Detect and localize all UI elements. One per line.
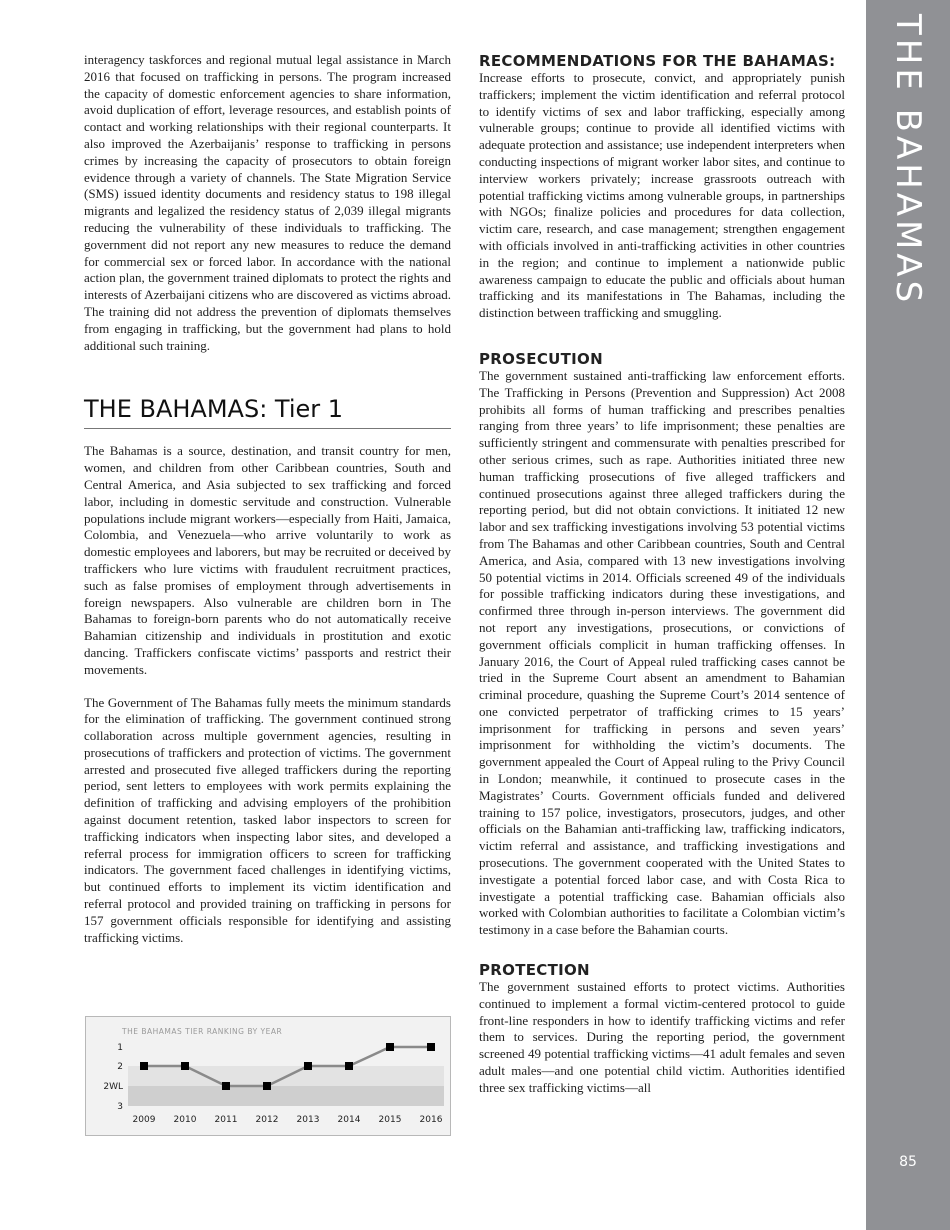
x-tick-label: 2013 [296, 1115, 320, 1125]
data-point [304, 1062, 312, 1070]
intro-paragraph: interagency taskforces and regional mutual legal assistance in March 2016 that focused on trafficking in persons. The program increased the capacity of domestic enforcement agencies to share information, avoid duplication of effort, leverage resources, and establish points of contact and working relationships with their regional counterparts. It also improved the Azerbaijanis’ response to trafficking in persons crimes by increasing the capacity of prosecutors to obtain foreign evidence through a variety of channels. The State Migration Service (SMS) issued identity documents and residency status to 198 illegal migrants and legalized the residency status of 2,039 illegal migrants reducing the vulnerability of these individuals to trafficking. The government did not report any new measures to reduce the demand for commercial sex or forced labor. In accordance with the national action plan, the government trained diplomats to protect the rights and interests of Azerbaijani citizens who are discovered as victims abroad. The training did not address the prevention of diplomats themselves from engaging in trafficking, but the government had plans to hold additional such training. [84, 52, 451, 353]
protection-heading: PROTECTION [479, 961, 590, 980]
recommendations-paragraph: Increase efforts to prosecute, convict, and appropriately punish traffickers; implement the victim identification and referral protocol to identify victims of sex and labor trafficking, especially among vulnerable groups; continue to provide all identified victims with adequate protection and assistance; use independent interpreters when conducting inspections of migrant worker labor sites, and continue to interview workers privately; increase grassroots outreach with potential trafficking victims among vulnerable groups, in partnerships with NGOs; finalize policies and procedures for data collection, victim care, research, and case management; strengthen engagement with officials involved in anti-trafficking activities in other countries in the region; and continue to implement a nationwide public awareness campaign to educate the public and officials about human trafficking and its manifestations in The Bahamas, including the distinction between trafficking and smuggling. [479, 70, 845, 321]
y-tick-label: 2 [117, 1062, 123, 1072]
data-point [345, 1062, 353, 1070]
chart-title: THE BAHAMAS TIER RANKING BY YEAR [122, 1027, 283, 1036]
x-tick-label: 2012 [255, 1115, 279, 1125]
data-point [386, 1043, 394, 1051]
page-number: 85 [899, 1154, 917, 1170]
left-column [84, 52, 451, 946]
tier-band [128, 1086, 444, 1106]
x-tick-label: 2009 [132, 1115, 156, 1125]
y-tick-label: 3 [117, 1102, 123, 1112]
tier-band [128, 1047, 444, 1066]
data-point [181, 1062, 189, 1070]
prosecution-heading: PROSECUTION [479, 349, 603, 368]
prosecution-paragraph: The government sustained anti-trafficking law enforcement efforts. The Trafficking in Persons (Prevention and Suppression) Act 2008 prohibits all forms of human trafficking and prescribes penalties ranging from three years’ to life imprisonment; these penalties are sufficiently stringent and commensurate with penalties prescribed for other serious crimes, such as rape. Authorities initiated three new human trafficking prosecutions of five alleged traffickers and continued prosecutions against three alleged traffickers during the reporting period, but did not obtain convictions. It initiated 12 new labor and sex trafficking investigations involving 53 potential victims from The Bahamas and other Caribbean countries, South and Central America, and Asia, compared with 13 new investigations involving 50 potential victims in 2014. Officials screened 49 of the individuals for possible trafficking indicators during these investigations, and confirmed three through in-person interviews. The government did not report any investigations, prosecutions, or convictions of government officials complicit in human trafficking offenses. In January 2016, the Court of Appeal ruled trafficking cases cannot be tried in the Supreme Court absent an amendment to Bahamian criminal procedure, quashing the Supreme Court’s 2014 sentence of one convicted perpetrator of trafficking crimes to 15 years’ imprisonment for trafficking in persons and seven years’ imprisonment for withholding the victim’s documents. The government appealed the Court of Appeal ruling to the Privy Council in London; meanwhile, it continued to prosecute cases in the Magistrates’ Courts. Government officials funded and delivered training to 157 police, investigators, prosecutors, judges, and other officials on the Bahamian anti-trafficking law, trafficking indicators, victim referral and assistance, and trafficking investigations and prosecutions. The government cooperated with the United States to investigate a potential forced labor case, and with Costa Rica to investigate a potential trafficking case. Bahamian officials also worked with Colombian authorities to facilitate a Colombian victim’s testimony in a case before the Bahamian courts. [479, 367, 845, 938]
tier-heading: THE BAHAMAS: Tier 1 [84, 394, 451, 429]
x-tick-label: 2014 [337, 1115, 361, 1125]
y-tick-label: 1 [117, 1043, 123, 1053]
protection-paragraph: The government sustained efforts to protect victims. Authorities continued to implement a formal victim-centered protocol to guide front-line responders in how to identify trafficking victims and refer them to services. During the reporting period, the government screened 49 potential trafficking victims—41 adult females and seven adult males—and one potential child victim. Authorities identified three sex trafficking victims—all [479, 979, 845, 1095]
data-point [263, 1082, 271, 1090]
government-summary-paragraph: The Government of The Bahamas fully meets the minimum standards for the elimination of trafficking. The government continued strong collaboration across multiple government agencies, resulting in prosecutions of traffickers and protection of victims. The government arrested and prosecuted five alleged traffickers during the reporting period, sent letters to employees with work permits explaining the definition of trafficking and advising employers of the prohibition against document retention, tasked labor inspectors to screen for trafficking indicators when inspecting labor sites, and developed a referral process for immigration officers to screen for trafficking indicators. The government faced challenges in identifying victims, but continued efforts to implement its victim identification and referral protocol and provided training on trafficking in persons for 157 government officials responsible for identifying and assisting trafficking victims. [84, 694, 451, 945]
x-tick-label: 2016 [419, 1115, 443, 1125]
data-point [222, 1082, 230, 1090]
x-tick-label: 2010 [173, 1115, 197, 1125]
x-tick-label: 2015 [378, 1115, 402, 1125]
country-overview-paragraph: The Bahamas is a source, destination, and transit country for men, women, and children from other Caribbean countries, South and Central America, and Asia subjected to sex trafficking and forced labor, including in domestic servitude and construction. Vulnerable populations include migrant workers—especially from Haiti, Jamaica, Colombia, and Venezuela—who arrive voluntarily to work as domestic employees and laborers, but may be recruited or deceived by traffickers who lure victims with fraudulent recruitment practices, such as false promises of employment through advertisements in foreign newspapers. Also vulnerable are children born in The Bahamas to foreign-born parents who do not automatically receive Bahamian citizenship and individuals in prostitution and exotic dancing. Traffickers confiscate victims’ passports and restrict their movements. [84, 443, 451, 677]
x-tick-label: 2011 [214, 1115, 238, 1125]
y-tick-label: 2WL [103, 1082, 123, 1092]
recommendations-heading: RECOMMENDATIONS FOR THE BAHAMAS: [479, 52, 836, 70]
tier-ranking-chart-svg [86, 1017, 450, 1135]
tier-ranking-chart [85, 1016, 451, 1136]
data-point [140, 1062, 148, 1070]
data-point [427, 1043, 435, 1051]
sidebar [866, 0, 950, 1230]
right-column [479, 52, 845, 1097]
sidebar-title: THE BAHAMAS [888, 14, 928, 307]
